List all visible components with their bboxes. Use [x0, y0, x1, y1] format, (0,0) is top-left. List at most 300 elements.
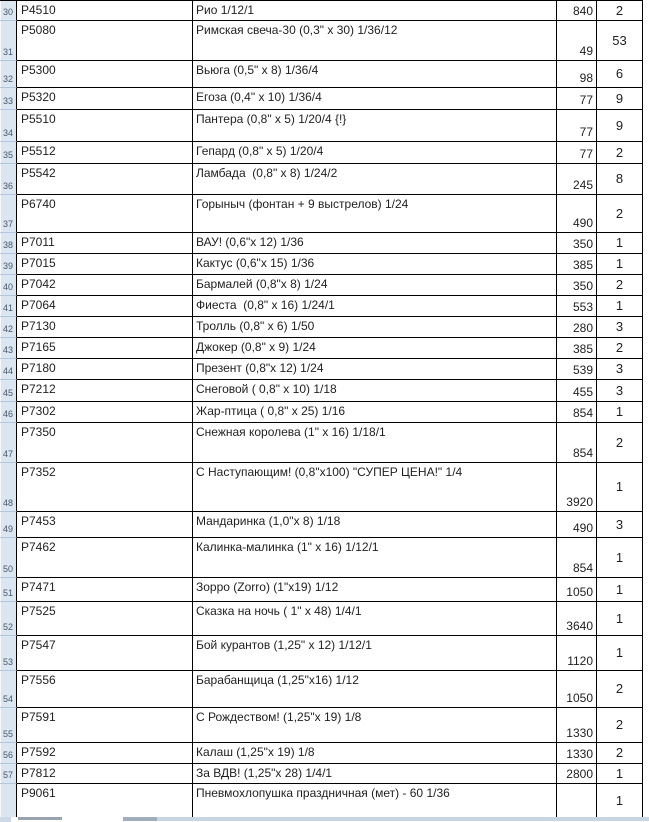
- cell-price[interactable]: [557, 538, 597, 578]
- row-header[interactable]: [0, 195, 17, 233]
- cell-qty-text: 1: [615, 235, 624, 250]
- cell-price[interactable]: [557, 463, 597, 512]
- cell-description[interactable]: [193, 512, 557, 538]
- cell-qty[interactable]: [597, 275, 643, 296]
- row-header-text: 48: [2, 498, 13, 508]
- cell-qty-text: 2: [615, 2, 624, 18]
- cell-price[interactable]: [557, 784, 597, 818]
- row-header-text: 37: [2, 219, 13, 229]
- cell-code-text: P7015: [21, 256, 56, 270]
- cell-code[interactable]: [17, 21, 193, 61]
- cell-description[interactable]: [193, 1, 557, 21]
- cell-price-text: 553: [572, 300, 593, 314]
- cell-qty[interactable]: [597, 1, 643, 21]
- table-row: [0, 512, 643, 538]
- table-row: [0, 636, 643, 671]
- table-row: [0, 538, 643, 578]
- cell-description[interactable]: [193, 784, 557, 818]
- cell-description-text: Вьюга (0,5" х 8) 1/36/4: [196, 63, 319, 77]
- row-header-text: 49: [2, 524, 13, 534]
- cell-price-text: 854: [572, 406, 593, 420]
- cell-qty[interactable]: [597, 195, 643, 233]
- row-header-text: 57: [2, 770, 13, 780]
- row-header-text: 30: [2, 7, 13, 17]
- cell-description[interactable]: [193, 538, 557, 578]
- row-header-text: 50: [2, 564, 13, 574]
- cell-price-text: 385: [572, 258, 593, 272]
- cell-description[interactable]: [193, 359, 557, 380]
- row-header[interactable]: [0, 423, 17, 463]
- row-header[interactable]: [0, 538, 17, 578]
- cell-description-text: Римская свеча-30 (0,3" х 30) 1/36/12: [196, 23, 398, 37]
- bottom-clip-band: [0, 817, 649, 822]
- cell-description[interactable]: [193, 602, 557, 636]
- cell-code-text: P5512: [21, 144, 56, 158]
- cell-code-text: P9061: [21, 786, 56, 800]
- cell-description-text: Презент (0,8"х 12) 1/24: [196, 361, 324, 375]
- cell-qty[interactable]: [597, 743, 643, 764]
- table-row: [0, 402, 643, 423]
- cell-description[interactable]: [193, 195, 557, 233]
- row-header[interactable]: [0, 380, 17, 402]
- cell-description-text: Зорро (Zorro) (1"х19) 1/12: [196, 580, 339, 594]
- cell-description-text: Кактус (0,6"х 15) 1/36: [196, 256, 315, 270]
- cell-price[interactable]: [557, 743, 597, 764]
- cell-qty-text: 1: [615, 645, 624, 660]
- cell-price-text: 350: [572, 237, 593, 251]
- cell-description-text: Пневмохлопушка праздничная (мет) - 60 1/36: [196, 786, 450, 800]
- cell-code[interactable]: [17, 88, 193, 110]
- table-row: [0, 338, 643, 359]
- row-header[interactable]: [0, 233, 17, 254]
- row-header[interactable]: [0, 463, 17, 512]
- cell-description-text: ВАУ! (0,6"х 12) 1/36: [196, 235, 304, 249]
- cell-code[interactable]: [17, 578, 193, 602]
- row-header[interactable]: [0, 254, 17, 275]
- cell-code[interactable]: [17, 1, 193, 21]
- table-row: [0, 602, 643, 636]
- cell-qty[interactable]: [597, 359, 643, 380]
- table-row: [0, 254, 643, 275]
- cell-code-text: P4510: [21, 3, 56, 17]
- row-header[interactable]: [0, 164, 17, 195]
- row-header[interactable]: [0, 61, 17, 88]
- row-header[interactable]: [0, 21, 17, 61]
- cell-description[interactable]: [193, 88, 557, 110]
- cell-price-text: 1120: [567, 654, 593, 668]
- cell-description[interactable]: [193, 578, 557, 602]
- table-row: [0, 708, 643, 743]
- cell-description[interactable]: [193, 463, 557, 512]
- cell-qty[interactable]: [597, 110, 643, 142]
- cell-code[interactable]: [17, 538, 193, 578]
- cell-code[interactable]: [17, 317, 193, 338]
- cell-qty[interactable]: [597, 602, 643, 636]
- cell-code-text: P7165: [21, 340, 56, 354]
- cell-code-text: P5510: [21, 112, 56, 126]
- table-row: [0, 61, 643, 88]
- cell-qty-text: 2: [615, 681, 624, 696]
- row-header[interactable]: [0, 317, 17, 338]
- cell-code[interactable]: [17, 110, 193, 142]
- row-header[interactable]: [0, 88, 17, 110]
- cell-price-text: 539: [572, 363, 593, 377]
- cell-qty-text: 1: [615, 479, 624, 494]
- row-header-text: 55: [2, 729, 13, 739]
- cell-description-text: За ВДВ! (1,25"х 28) 1/4/1: [196, 766, 333, 780]
- cell-code[interactable]: [17, 233, 193, 254]
- table-row: [0, 317, 643, 338]
- row-header[interactable]: [0, 602, 17, 636]
- row-header[interactable]: [0, 512, 17, 538]
- cell-code-text: P7350: [21, 425, 56, 439]
- row-header-text: 40: [2, 282, 13, 292]
- cell-description-text: Барабанщица (1,25"х16) 1/12: [196, 673, 359, 687]
- cell-price-text: 490: [572, 216, 593, 230]
- cell-code[interactable]: [17, 195, 193, 233]
- cell-description[interactable]: [193, 61, 557, 88]
- cell-price-text: 385: [572, 342, 593, 356]
- cell-qty[interactable]: [597, 636, 643, 671]
- cell-price-text: 854: [572, 446, 593, 460]
- band-gray-mid: [123, 817, 157, 821]
- cell-description-text: Мандаринка (1,0"х 8) 1/18: [196, 514, 341, 528]
- cell-description[interactable]: [193, 21, 557, 61]
- cell-price-text: 350: [572, 279, 593, 293]
- cell-price[interactable]: [557, 317, 597, 338]
- cell-code-text: P7812: [21, 766, 56, 780]
- table-row: [0, 784, 643, 818]
- cell-qty[interactable]: [597, 142, 643, 164]
- cell-description-text: Калаш (1,25"х 19) 1/8: [196, 745, 315, 759]
- cell-code-text: P7011: [21, 235, 55, 249]
- row-header-text: 36: [2, 181, 13, 191]
- cell-description[interactable]: [193, 142, 557, 164]
- table-row: [0, 142, 643, 164]
- table-row: [0, 764, 643, 784]
- cell-description[interactable]: [193, 254, 557, 275]
- row-header[interactable]: [0, 784, 17, 818]
- cell-code-text: P5542: [21, 166, 56, 180]
- cell-code-text: P6740: [21, 197, 56, 211]
- row-header-text: 32: [2, 74, 13, 84]
- cell-qty-text: 2: [615, 717, 624, 732]
- cell-description-text: С Наступающим! (0,8"х100) "СУПЕР ЦЕНА!" 1/4: [196, 465, 463, 479]
- cell-description-text: Фиеста (0,8" х 16) 1/24/1: [196, 298, 335, 312]
- cell-code[interactable]: [17, 423, 193, 463]
- cell-price[interactable]: [557, 671, 597, 708]
- cell-price-text: 49: [579, 44, 593, 58]
- table-row: [0, 359, 643, 380]
- row-header-text: 34: [2, 128, 13, 138]
- cell-price-text: 1050: [566, 691, 593, 705]
- cell-price[interactable]: [557, 602, 597, 636]
- cell-price-text: 98: [579, 71, 593, 85]
- cell-price[interactable]: [557, 402, 597, 423]
- cell-qty[interactable]: [597, 463, 643, 512]
- cell-description[interactable]: [193, 275, 557, 296]
- row-header[interactable]: [0, 764, 17, 784]
- cell-price[interactable]: [557, 233, 597, 254]
- cell-description-text: Бой курантов (1,25" х 12) 1/12/1: [196, 638, 372, 652]
- cell-price-text: 1330: [566, 726, 593, 740]
- cell-code-text: P7547: [21, 638, 56, 652]
- row-header[interactable]: [0, 1, 17, 21]
- cell-code[interactable]: [17, 338, 193, 359]
- cell-code[interactable]: [17, 254, 193, 275]
- row-header[interactable]: [0, 359, 17, 380]
- cell-description[interactable]: [193, 233, 557, 254]
- cell-price[interactable]: [557, 423, 597, 463]
- cell-code-text: P7556: [21, 673, 56, 687]
- cell-description[interactable]: [193, 380, 557, 402]
- cell-price[interactable]: [557, 254, 597, 275]
- cell-qty-text: 6: [615, 66, 624, 81]
- cell-code-text: P7591: [21, 710, 56, 724]
- cell-qty[interactable]: [597, 338, 643, 359]
- cell-price-text: 3640: [566, 619, 593, 633]
- cell-qty[interactable]: [597, 671, 643, 708]
- cell-code-text: P7453: [21, 514, 56, 528]
- cell-price-text: 1330: [566, 747, 593, 761]
- cell-price[interactable]: [557, 275, 597, 296]
- row-header[interactable]: [0, 110, 17, 142]
- row-header-text: 45: [2, 388, 13, 398]
- cell-price[interactable]: [557, 359, 597, 380]
- row-header-text: 35: [2, 150, 13, 160]
- row-header[interactable]: [0, 671, 17, 708]
- cell-price-text: 245: [572, 178, 593, 192]
- cell-description[interactable]: [193, 164, 557, 195]
- cell-price[interactable]: [557, 110, 597, 142]
- cell-qty[interactable]: [597, 254, 643, 275]
- table-row: [0, 671, 643, 708]
- row-header[interactable]: [0, 636, 17, 671]
- cell-qty[interactable]: [597, 164, 643, 195]
- cell-qty-text: 8: [615, 171, 624, 186]
- cell-qty-text: 1: [615, 404, 624, 419]
- row-header[interactable]: [0, 578, 17, 602]
- cell-description[interactable]: [193, 743, 557, 764]
- row-header[interactable]: [0, 296, 17, 317]
- cell-qty-text: 2: [615, 340, 624, 355]
- row-header[interactable]: [0, 708, 17, 743]
- cell-qty[interactable]: [597, 784, 643, 818]
- cell-qty-text: 1: [615, 256, 624, 271]
- cell-qty[interactable]: [597, 423, 643, 463]
- cell-description[interactable]: [193, 636, 557, 671]
- cell-code-text: P7592: [21, 745, 56, 759]
- cell-price-text: 2800: [566, 767, 593, 781]
- cell-qty[interactable]: [597, 233, 643, 254]
- table-row: [0, 88, 643, 110]
- cell-code-text: P7180: [21, 361, 56, 375]
- cell-price[interactable]: [557, 296, 597, 317]
- cell-qty[interactable]: [597, 764, 643, 784]
- cell-description-text: Сказка на ночь ( 1" х 48) 1/4/1: [196, 604, 362, 618]
- cell-code[interactable]: [17, 671, 193, 708]
- cell-code[interactable]: [17, 764, 193, 784]
- row-header-text: 46: [2, 409, 13, 419]
- table-row: [0, 110, 643, 142]
- cell-qty[interactable]: [597, 538, 643, 578]
- cell-price[interactable]: [557, 512, 597, 538]
- row-header-text: 52: [2, 622, 13, 632]
- table-row: [0, 1, 643, 21]
- table-row: [0, 233, 643, 254]
- cell-price[interactable]: [557, 164, 597, 195]
- cell-price-text: 3920: [566, 495, 593, 509]
- table-row: [0, 578, 643, 602]
- cell-price[interactable]: [557, 380, 597, 402]
- cell-description[interactable]: [193, 317, 557, 338]
- cell-qty-text: 3: [615, 361, 624, 376]
- cell-price-text: 1050: [566, 585, 593, 599]
- cell-code[interactable]: [17, 784, 193, 818]
- cell-qty-text: 3: [615, 382, 624, 398]
- cell-description-text: Горыныч (фонтан + 9 выстрелов) 1/24: [196, 197, 409, 211]
- cell-price[interactable]: [557, 1, 597, 21]
- cell-code-text: P5320: [21, 90, 56, 104]
- table-row: [0, 21, 643, 61]
- cell-code[interactable]: [17, 164, 193, 195]
- cell-code-text: P7462: [21, 540, 56, 554]
- row-header-text: 43: [2, 345, 13, 355]
- cell-qty-text: 1: [615, 792, 624, 808]
- cell-description-text: Пантера (0,8" х 5) 1/20/4 {!}: [196, 112, 347, 126]
- cell-qty-text: 3: [615, 319, 624, 334]
- cell-qty[interactable]: [597, 296, 643, 317]
- cell-qty-text: 2: [615, 745, 624, 760]
- cell-description-text: Егоза (0,4" х 10) 1/36/4: [196, 90, 322, 104]
- row-header[interactable]: [0, 275, 17, 296]
- cell-price[interactable]: [557, 764, 597, 784]
- cell-price[interactable]: [557, 338, 597, 359]
- cell-code-text: P7212: [21, 382, 56, 396]
- cell-qty[interactable]: [597, 708, 643, 743]
- table-row: [0, 463, 643, 512]
- cell-code-text: P7130: [21, 319, 56, 333]
- cell-code[interactable]: [17, 296, 193, 317]
- cell-qty-text: 1: [615, 765, 624, 781]
- cell-description[interactable]: [193, 338, 557, 359]
- cell-code[interactable]: [17, 359, 193, 380]
- cell-price-text: 77: [579, 93, 593, 107]
- cell-description[interactable]: [193, 708, 557, 743]
- cell-qty[interactable]: [597, 61, 643, 88]
- table-row: [0, 275, 643, 296]
- cell-code[interactable]: [17, 602, 193, 636]
- cell-code-text: P7302: [21, 404, 56, 418]
- cell-code-text: P7064: [21, 298, 56, 312]
- row-header[interactable]: [0, 338, 17, 359]
- cell-code[interactable]: [17, 708, 193, 743]
- cell-qty-text: 1: [615, 610, 624, 626]
- cell-description-text: Калинка-малинка (1" х 16) 1/12/1: [196, 540, 379, 554]
- cell-qty-text: 9: [615, 90, 624, 106]
- cell-description[interactable]: [193, 764, 557, 784]
- cell-description-text: Снеговой ( 0,8" х 10) 1/18: [196, 382, 337, 396]
- cell-description[interactable]: [193, 402, 557, 423]
- cell-price[interactable]: [557, 61, 597, 88]
- cell-qty-text: 2: [615, 277, 624, 292]
- cell-qty[interactable]: [597, 512, 643, 538]
- cell-price-text: 840: [572, 4, 593, 18]
- row-header-text: 31: [2, 47, 13, 57]
- cell-code[interactable]: [17, 743, 193, 764]
- cell-description-text: Жар-птица ( 0,8" х 25) 1/16: [196, 404, 346, 418]
- cell-qty-text: 1: [615, 298, 624, 313]
- cell-qty[interactable]: [597, 21, 643, 61]
- cell-qty-text: 2: [615, 144, 624, 160]
- cell-price[interactable]: [557, 578, 597, 602]
- cell-price[interactable]: [557, 88, 597, 110]
- cell-code[interactable]: [17, 142, 193, 164]
- row-header[interactable]: [0, 402, 17, 423]
- cell-description-text: Гепард (0,8" х 5) 1/20/4: [196, 144, 324, 158]
- cell-description[interactable]: [193, 671, 557, 708]
- cell-price[interactable]: [557, 21, 597, 61]
- cell-qty[interactable]: [597, 402, 643, 423]
- cell-code-text: P7352: [21, 465, 56, 479]
- cell-description[interactable]: [193, 296, 557, 317]
- cell-price[interactable]: [557, 142, 597, 164]
- row-header-text: 42: [2, 324, 13, 334]
- cell-description-text: Ламбада (0,8" х 8) 1/24/2: [196, 166, 338, 180]
- cell-qty[interactable]: [597, 380, 643, 402]
- table-row: [0, 743, 643, 764]
- cell-price[interactable]: [557, 708, 597, 743]
- row-header-text: 51: [2, 588, 13, 598]
- cell-code[interactable]: [17, 275, 193, 296]
- row-header-text: 54: [2, 694, 13, 704]
- cell-price[interactable]: [557, 195, 597, 233]
- cell-description[interactable]: [193, 423, 557, 463]
- cell-qty-text: 9: [615, 117, 624, 133]
- cell-qty[interactable]: [597, 578, 643, 602]
- cell-description-text: Джокер (0,8" х 9) 1/24: [196, 340, 316, 354]
- table-row: [0, 380, 643, 402]
- band-header-blue: [0, 817, 11, 822]
- cell-qty[interactable]: [597, 317, 643, 338]
- cell-price-text: 280: [572, 321, 593, 335]
- cell-description-text: С Рождеством! (1,25"х 19) 1/8: [196, 710, 362, 724]
- cell-code[interactable]: [17, 463, 193, 512]
- cell-code[interactable]: [17, 61, 193, 88]
- cell-code-text: P5300: [21, 63, 56, 77]
- row-header-text: 41: [2, 303, 13, 313]
- cell-description-text: Тролль (0,8" х 6) 1/50: [196, 319, 315, 333]
- row-header-text: 38: [2, 240, 13, 250]
- cell-price[interactable]: [557, 636, 597, 671]
- cell-code[interactable]: [17, 636, 193, 671]
- cell-qty[interactable]: [597, 88, 643, 110]
- cell-code[interactable]: [17, 512, 193, 538]
- cell-qty-text: 2: [615, 434, 624, 450]
- cell-price-text: 854: [572, 561, 593, 575]
- row-header-text: 44: [2, 366, 13, 376]
- row-header-text: 39: [2, 261, 13, 271]
- cell-code[interactable]: [17, 380, 193, 402]
- row-header[interactable]: [0, 142, 17, 164]
- cell-description-text: Снежная королева (1" х 16) 1/18/1: [196, 425, 386, 439]
- cell-qty-text: 1: [615, 549, 624, 565]
- cell-description[interactable]: [193, 110, 557, 142]
- table-row: [0, 423, 643, 463]
- row-header[interactable]: [0, 743, 17, 764]
- cell-code[interactable]: [17, 402, 193, 423]
- band-gray-left: [18, 817, 62, 820]
